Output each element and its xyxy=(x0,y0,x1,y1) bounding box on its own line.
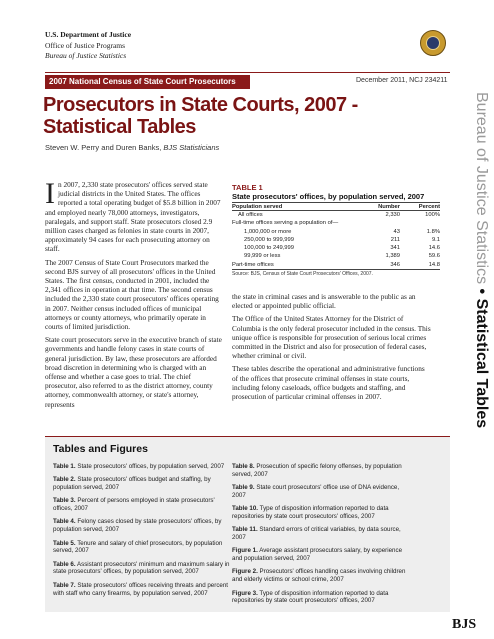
doj-seal-icon xyxy=(420,30,446,56)
table-row: All offices 2,330 100% xyxy=(238,212,440,218)
contents-item[interactable]: Figure 1. Average assistant prosecutors salary, by experience and population served, 2007 xyxy=(232,547,403,563)
authors-line xyxy=(45,143,219,152)
drop-cap: I xyxy=(45,177,55,210)
table-row: Part-time offices 346 14.8 xyxy=(232,261,440,268)
table-row: 1,000,000 or more 43 1.8% xyxy=(244,228,440,235)
contents-item[interactable]: Table 11. Standard errors of critical variables, by data source, 2007 xyxy=(232,526,401,542)
contents-item[interactable]: Table 2. State prosecutors' offices budget and staffing, by population served, 2007 xyxy=(53,476,211,492)
col-header-number: Number xyxy=(360,203,400,211)
contents-left-column xyxy=(53,463,233,603)
continuation-column xyxy=(232,292,432,405)
contents-item[interactable]: Table 3. Percent of persons employed in state prosecutors' offices, 2007 xyxy=(53,497,215,513)
series-bureau: Bureau of Justice Statistics xyxy=(473,92,490,285)
report-title: Prosecutors in State Courts, 2007 - Statistical Tables xyxy=(43,94,358,138)
contents-item[interactable]: Table 6. Assistant prosecutors' minimum and maximum salary in state prosecutors' offices, by population served, 2007 xyxy=(53,560,230,576)
table-1 xyxy=(232,183,440,277)
col-header-population: Population served xyxy=(232,203,360,211)
office-name: Office of Justice Programs xyxy=(45,40,126,50)
table-row: 100,000 to 249,999 341 14.6 xyxy=(244,245,440,252)
contents-item[interactable]: Table 1. State prosecutors' offices, by population served, 2007 xyxy=(53,463,225,470)
contents-item[interactable]: Table 8. Prosecution of specific felony offenses, by population served, 2007 xyxy=(232,463,402,478)
scope-paragraph: These tables describe the operational and administrative functions of the offices that prosecute criminal offenses in state courts, including felony caseloads, office budgets and staffing, and prosecution of particular criminal offenses in 2007. xyxy=(232,364,425,402)
box-title: Tables and Figures xyxy=(53,443,148,455)
table-row: 250,000 to 999,999 211 9.1 xyxy=(244,236,440,243)
intro-column xyxy=(45,177,225,413)
contents-item[interactable]: Table 10. Type of disposition information reported to data repositories by state court prosecutors' offices, 2007 xyxy=(232,505,389,520)
census-paragraph: The 2007 Census of State Court Prosecutors marked the second BJS survey of all prosecutors' offices in the United States. The first census, conducted in 2001, included the 2,341 offices in operation at that time. The second census included the 2,330 state court prosecutors' offices operating in 2007. Neither census included offices of municipal attorneys or county attorneys, who primarily operate in courts of limited jurisdiction. xyxy=(45,257,219,332)
dc-paragraph: The Office of the United States Attorney for the District of Columbia is the only federal prosecutor included in the census. This unique office is responsible for prosecution of serious local crimes committed in the District and also for prosecution of federal cases, whether criminal or civil. xyxy=(232,314,431,361)
tables-and-figures-box xyxy=(45,436,450,612)
department-name: U.S. Department of Justice xyxy=(45,30,132,39)
author-names: Steven W. Perry and Duren Banks, xyxy=(45,143,162,152)
table-label: TABLE 1 xyxy=(232,183,263,192)
col-header-percent: Percent xyxy=(400,203,440,211)
contents-item[interactable]: Table 4. Felony cases closed by state prosecutors' offices, by population served, 2007 xyxy=(53,518,222,534)
table-title: State prosecutors' offices, by population served, 2007 xyxy=(232,192,425,201)
census-banner: 2007 National Census of State Court Prosecutors xyxy=(45,75,250,89)
table-header-row xyxy=(232,203,440,211)
contents-item[interactable]: Figure 3. Type of disposition information reported to data repositories by state court prosecutors' offices, 2007 xyxy=(232,589,389,605)
series-separator: • xyxy=(473,284,490,299)
contents-item[interactable]: Figure 2. Prosecutors' offices handling cases involving children and elderly victims or school crime, 2007 xyxy=(232,568,406,584)
agency-header xyxy=(45,30,131,62)
table-row: Full-time offices serving a population of— xyxy=(232,220,339,227)
intro-paragraph: In 2007, 2,330 state prosecutors' offices served state judicial districts in the United States. The offices reported a total operating budget of $5.8 billion in 2007 and employed nearly 78,000 attorneys, investigators, paralegals, and support staff. State prosecutors closed 2.9 million cases charged as felonies in state courts in 2007, approximately 94 cases for each prosecuting attorney on staff. xyxy=(45,177,221,254)
continuation-paragraph: the state in criminal cases and is answerable to the public as an elected or appointed public official. xyxy=(232,292,416,311)
contents-right-column xyxy=(232,463,412,611)
author-role: BJS Statisticians xyxy=(163,143,220,152)
population-table xyxy=(232,202,440,270)
bjs-logo: BJS xyxy=(452,617,477,632)
table-source-note: Source: BJS, Census of State Court Prosecutors' Offices, 2007. xyxy=(232,271,373,278)
contents-item[interactable]: Table 7. State prosecutors' offices receiving threats and percent with staff who carry firearms, by population served, 2007 xyxy=(53,581,229,597)
table-row: 99,999 or less 1,389 59.6 xyxy=(244,253,440,260)
header-divider xyxy=(45,72,450,73)
role-paragraph: State court prosecutors serve in the executive branch of state governments and handle felony cases in state courts of general jurisdiction. By law, these prosecutors are afforded broad discretion in determining who is charged with an offense and whether a case goes to trial. The chief prosecutor, also referred to as the district attorney, county attorney, commonwealth attorney, or state's attorney, represents xyxy=(45,335,222,409)
vertical-series-title xyxy=(463,92,493,602)
publication-date: December 2011, NCJ 234211 xyxy=(356,77,448,84)
contents-item[interactable]: Table 5. Tenure and salary of chief prosecutors, by population served, 2007 xyxy=(53,539,223,555)
bureau-name: Bureau of Justice Statistics xyxy=(45,51,127,60)
series-type: Statistical Tables xyxy=(473,298,490,429)
contents-item[interactable]: Table 9. State court prosecutors' office use of DNA evidence, 2007 xyxy=(232,484,400,499)
